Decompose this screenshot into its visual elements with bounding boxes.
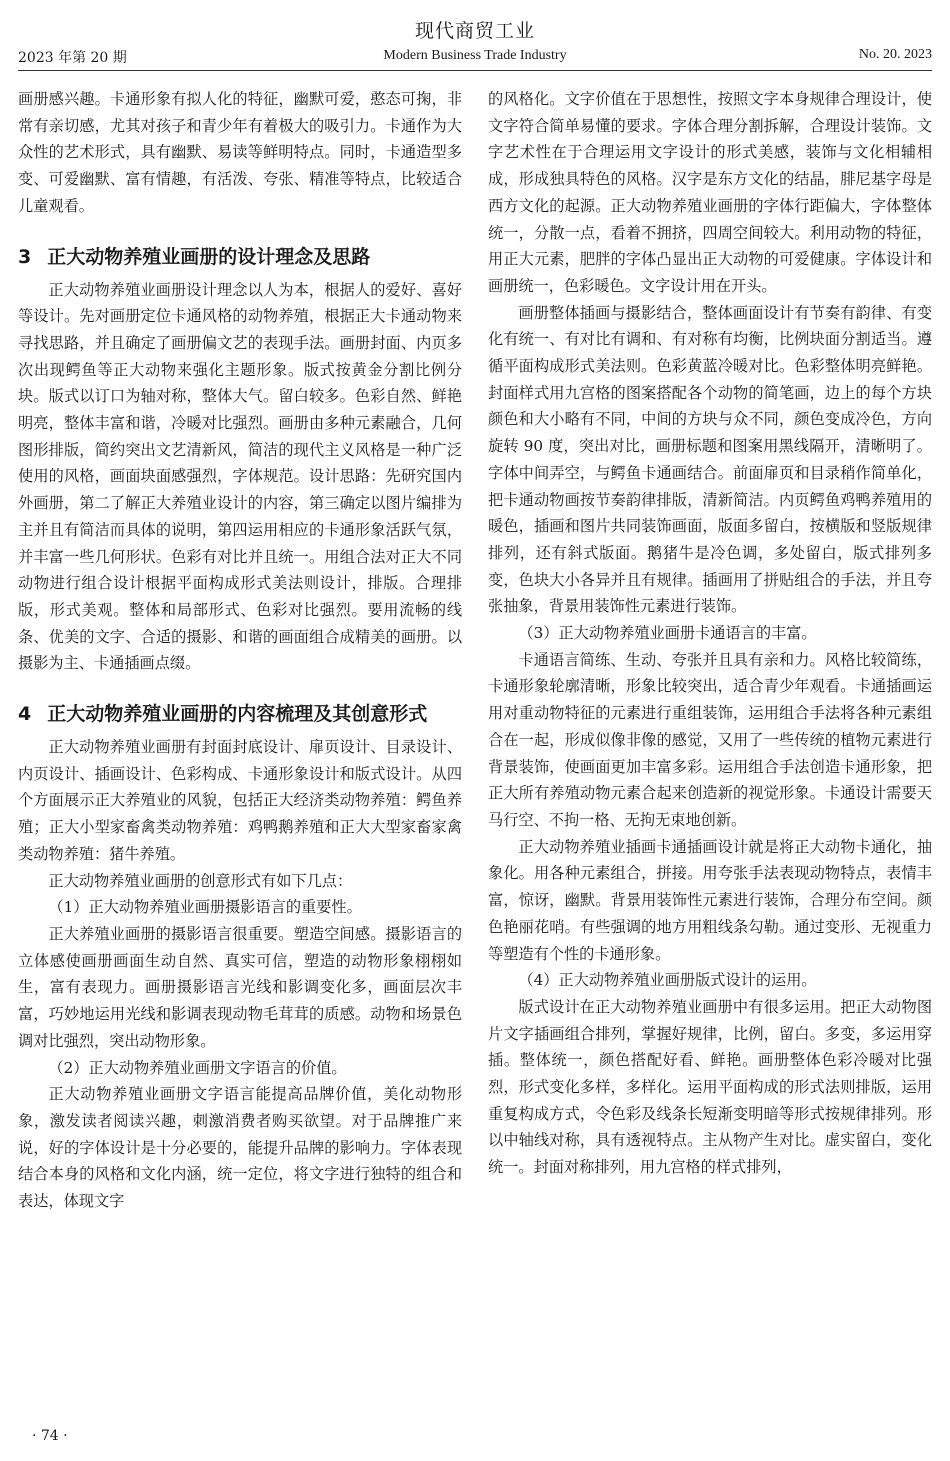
section-heading [18,242,462,273]
page-header [18,0,932,78]
right-column [488,86,932,1406]
paragraph: 正大动物养殖业画册设计理念以人为本，根据人的爱好、喜好等设计。先对画册定位卡通风格的动物养殖，根据正大卡通动物来寻找思路，并且确定了画册偏文艺的表现手法。画册封面、内页多次出现鳄鱼等正大动物来强化主题形象。版式按黄金分割比例分块。版式以订口为轴对称，整体大气。留白较多。色彩自然、鲜艳明亮，整体丰富和谐，冷暖对比强烈。画册由多种元素融合，几何图形排版，简约突出文艺清新风，简洁的现代主义风格是一种广泛使用的风格，画面块面感强烈，字体规范。设计思路：先研究国内外画册，第二了解正大养殖业设计的内容，第三确定以图片编排为主并且有简洁而具体的说明，第四运用相应的卡通形象活跃气氛，并丰富一些几何形状。色彩有对比并且统一。用组合法对正大不同动物进行组合设计根据平面构成形式美法则设计，排版。合理排版，形式美观。整体和局部形式、色彩对比强烈。要用流畅的线条、优美的文字、合适的摄影、和谐的画面组合成精美的画册。以摄影为主、卡通插画点缀。 [18,280,462,673]
section-number: 3 [18,245,32,268]
paragraph: 正大动物养殖业画册的创意形式有如下几点： [48,871,353,890]
subheading: （2）正大动物养殖业画册文字语言的价值。 [48,1058,347,1077]
section-heading [18,699,462,730]
paragraph: 版式设计在正大动物养殖业画册中有很多运用。把正大动物图片文字插画组合排列，掌握好规律，比例，留白。多变，多运用穿插。整体统一，颜色搭配好看、鲜艳。画册整体色彩冷暖对比强烈，形式变化多样，多样化。运用平面构成的形式法则排版，运用重复构成方式，令色彩及线条长短渐变明暗等形式按规律排列。形以中轴线对称，具有透视特点。主从物产生对比。虚实留白，变化统一。封面对称排列，用九宫格的样式排列， [488,997,932,1177]
journal-title-en: Modern Business Trade Industry [383,48,567,63]
journal-title: 现代商贸工业 [414,20,535,42]
subheading: （3）正大动物养殖业画册卡通语言的丰富。 [518,624,817,643]
paragraph: 正大动物养殖业画册文字语言能提高品牌价值，美化动物形象，激发读者阅读兴趣，刺激消费者购买欲望。对于品牌推广来说，好的字体设计是十分必要的，能提升品牌的影响力。字体表现结合本身的风格和文化内涵，统一定位，将文字进行独特的组合和表达，体现文字 [18,1085,462,1211]
paragraph: 正大养殖业画册的摄影语言很重要。塑造空间感。摄影语言的立体感使画册画面生动自然、真实可信，塑造的动物形象栩栩如生，富有表现力。画册摄影语言光线和影调变化多，画面层次丰富，巧妙地运用光线和影调表现动物毛茸茸的质感。动物和场景色调对比强烈，突出动物形象。 [18,924,462,1050]
paragraph: 画册整体插画与摄影结合，整体画面设计有节奏有韵律、有变化有统一、有对比有调和、有对称有均衡，比例块面分割适当。遵循平面构成形式美法则。色彩黄蓝冷暖对比。色彩整体明亮鲜艳。封面样式用九宫格的图案搭配各个动物的简笔画，边上的每个方块颜色和大小略有不同，中间的方块与众不同，颜色变成冷色，方向旋转 90 度，突出对比，画册标题和图案用黑线隔开，清晰明了。字体中间弄空，与鳄鱼卡通画结合。前面扉页和目录稍作简单化，把卡通动物画按节奏韵律排版，清新简洁。内页鳄鱼鸡鸭养殖用的暖色，插画和图片共同装饰画面，版面多留白，按横版和竖版规律排列，还有斜式版面。鹅猪牛是冷色调，多处留白，版式排列多变，色块大小各异并且有规律。插画用了拼贴组合的手法，并且夸张抽象，背景用装饰性元素进行装饰。 [488,303,932,616]
section-title: 正大动物养殖业画册的设计理念及思路 [47,245,371,268]
issue-label-cn: 2023 年第 20 期 [18,50,127,66]
paragraph: 画册感兴趣。卡通形象有拟人化的特征，幽默可爱，憨态可掬，非常有亲切感，尤其对孩子和青少年有着极大的吸引力。卡通作为大众性的艺术形式，具有幽默、易读等鲜明特点。同时，卡通造型多变、可爱幽默、富有情趣，有活泼、夸张、精准等特点，比较适合儿童观看。 [18,90,462,215]
subheading: （1）正大动物养殖业画册摄影语言的重要性。 [48,898,362,917]
page-number: · 74 · [32,1428,68,1444]
paragraph: 卡通语言简练、生动、夸张并且具有亲和力。风格比较简练，卡通形象轮廓清晰，形象比较突出，适合青少年观看。卡通插画运用对重动物特征的元素进行重组装饰，运用组合手法将各种元素组合在一起，形成似像非像的感觉，又用了一些传统的植物元素进行背景装饰，使画面更加丰富多彩。运用组合手法创造卡通形象，把正大所有养殖动物元素合起来创造新的视觉形象。卡通设计需要天马行空、不拘一格、无拘无束地创新。 [488,650,932,829]
subheading: （4）正大动物养殖业画册版式设计的运用。 [518,971,817,990]
section-title: 正大动物养殖业画册的内容梳理及其创意形式 [47,703,428,726]
paragraph: 正大动物养殖业插画卡通插画设计就是将正大动物卡通化，抽象化。用各种元素组合，拼接。用夸张手法表现动物特点，表情丰富，惊讶，幽默。背景用装饰性元素进行装饰，合理分布空间。颜色艳丽花哨。有些强调的地方用粗线条勾勒。通过变形、无视重力等塑造有个性的卡通形象。 [488,837,932,963]
paragraph: 的风格化。文字价值在于思想性，按照文字本身规律合理设计，使文字符合简单易懂的要求。字体合理分割拆解，合理设计装饰。文字艺术性在于合理运用文字设计的形式美感，装饰与文化相辅相成，形成独具特色的风格。汉字是东方文化的结晶，腓尼基字母是西方文化的起源。正大动物养殖业画册的字体行距偏大，字体整体统一，分散一点，看着不拥挤，四周空间较大。利用动物的特征，用正大元素，肥胖的字体凸显出正大动物的可爱健康。字体设计和画册统一，色彩暖色。文字设计用在开头。 [488,90,932,295]
header-divider [18,70,932,71]
paragraph: 正大动物养殖业画册有封面封底设计、扉页设计、目录设计、内页设计、插画设计、色彩构成、卡通形象设计和版式设计。从四个方面展示正大养殖业的风貌，包括正大经济类动物养殖：鳄鱼养殖；正大小型家畜禽类动物养殖：鸡鸭鹅养殖和正大大型家畜家禽类动物养殖：猪牛养殖。 [18,738,462,863]
issue-number: No. 20. 2023 [858,47,932,62]
section-number: 4 [18,703,32,726]
left-column [18,86,462,1406]
